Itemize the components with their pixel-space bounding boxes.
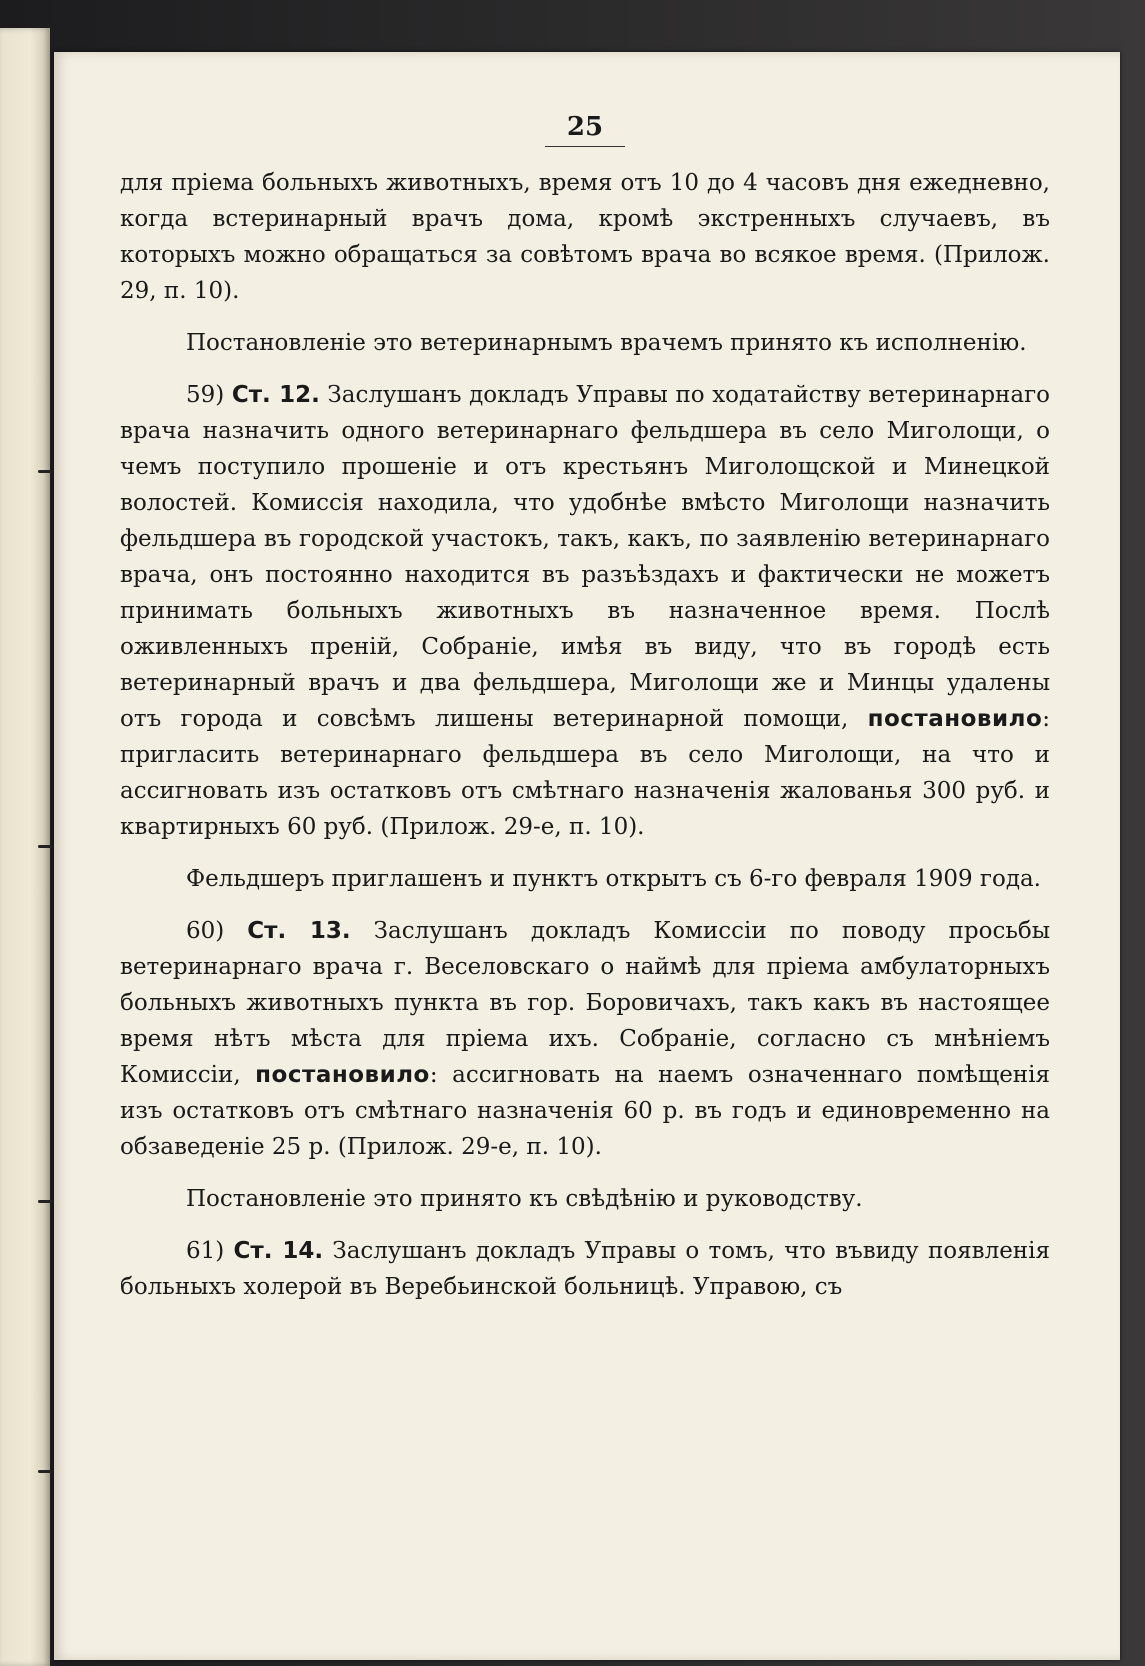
paragraph-continuation xyxy=(120,165,1050,309)
article-ref: Ст. 13. xyxy=(247,918,351,944)
article-ref: Ст. 14. xyxy=(233,1238,324,1264)
page-number: 25 xyxy=(545,110,625,147)
binding-thread-mark xyxy=(38,1200,54,1203)
paragraph-note xyxy=(120,861,1050,897)
page-content xyxy=(120,110,1050,1321)
paragraph-text: Заслушанъ докладъ Управы по ходатайству ветеринарнаго врача назначить одного ветеринарнаго фельдшера въ село Миголощи, о чемъ поступило прошеніе и отъ крестьянъ Миголощской и Минецкой волостей. Комиссія находила, что удобнѣе вмѣсто Миголощи назначить фельдшера въ городской участокъ, такъ, какъ, по заявленію ветеринарнаго врача, онъ постоянно находится въ разъѣздахъ и фактически не можетъ принимать больныхъ животныхъ въ назначенное время. Послѣ оживленныхъ преній, Собраніе, имѣя въ виду, что въ городѣ есть ветеринарный врачъ и два фельдшера, Миголощи же и Минцы удалены отъ города и совсѣмъ лишены ветеринарной помощи, xyxy=(120,382,1051,732)
paragraph-text: Постановленіе это ветеринарнымъ врачемъ принято къ исполненію. xyxy=(186,330,1027,356)
binding-thread-mark xyxy=(38,845,54,848)
article-ref: Ст. 12. xyxy=(231,382,320,408)
resolution-keyword: постановило xyxy=(867,706,1043,732)
paragraph-item-61 xyxy=(120,1233,1050,1305)
paragraph-text: : пригласить ветеринарнаго фельдшера въ село Миголощи, на что и ассигновать изъ остатковъ отъ смѣтнаго назначенія жалованья 300 руб. и квартирныхъ 60 руб. (Прилож. 29-е, п. 10). xyxy=(120,706,1050,840)
paragraph-note xyxy=(120,325,1050,361)
paragraph-text: : ассигновать на наемъ означеннаго помѣщенія изъ остатковъ отъ смѣтнаго назначенія 60 р. въ годъ и единовременно на обзаведеніе 25 р. (Прилож. 29-е, п. 10). xyxy=(120,1062,1051,1160)
paragraph-text: Заслушанъ докладъ Комиссіи по поводу просьбы ветеринарнаго врача г. Веселовскаго о наймѣ для пріема амбулаторныхъ больныхъ животныхъ пункта въ гор. Боровичахъ, такъ какъ въ настоящее время нѣтъ мѣста для пріема ихъ. Собраніе, согласно съ мнѣніемъ Комиссіи, xyxy=(120,918,1050,1088)
document-page xyxy=(54,52,1120,1660)
item-number: 60) xyxy=(186,918,225,944)
paragraph-item-59 xyxy=(120,377,1050,845)
item-number: 59) xyxy=(186,382,225,408)
paragraph-text: Постановленіе это принято къ свѣдѣнію и руководству. xyxy=(186,1186,863,1212)
paragraph-text: Заслушанъ докладъ Управы о томъ, что въвиду появленія больныхъ холерой въ Веребьинской больницѣ. Управою, съ xyxy=(120,1238,1050,1300)
paragraph-text: Фельдшеръ приглашенъ и пунктъ открытъ съ 6-го февраля 1909 года. xyxy=(186,866,1041,892)
resolution-keyword: постановило xyxy=(255,1062,430,1088)
paragraph-item-60 xyxy=(120,913,1050,1165)
paragraph-note xyxy=(120,1181,1050,1217)
item-number: 61) xyxy=(186,1238,225,1264)
paragraph-text: для пріема больныхъ животныхъ, время отъ 10 до 4 часовъ дня ежедневно, когда встеринарный врачъ дома, кромѣ экстренныхъ случаевъ, въ которыхъ можно обращаться за совѣтомъ врача во всякое время. (Прилож. 29, п. 10). xyxy=(120,170,1050,304)
binding-thread-mark xyxy=(38,470,54,473)
binding-thread-mark xyxy=(38,1470,54,1473)
